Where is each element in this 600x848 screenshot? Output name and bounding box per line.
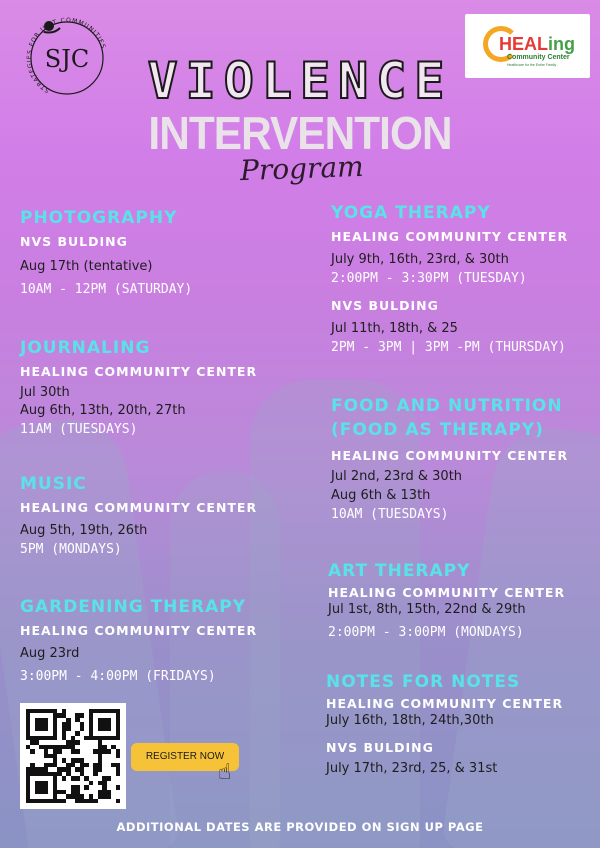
section-heading: NOTES FOR NOTES — [326, 672, 521, 692]
section-date: July 9th, 16th, 23rd, & 30th — [331, 252, 509, 267]
title-violence: VIOLENCE — [147, 52, 453, 110]
section-notes-for-notes — [326, 672, 563, 776]
section-heading-sub: (FOOD AS THERAPY) — [331, 420, 544, 440]
qr-code-grid — [26, 709, 120, 803]
section-music — [20, 474, 257, 557]
section-location: HEALING COMMUNITY CENTER — [328, 585, 566, 600]
section-location: NVS BULDING — [20, 234, 128, 249]
section-date: Jul 1st, 8th, 15th, 22nd & 29th — [328, 602, 526, 617]
pointer-cursor-icon: ☝ — [218, 760, 232, 785]
healing-sub: Community Center — [507, 54, 570, 61]
section-location: NVS BULDING — [326, 740, 434, 755]
footer-note: ADDITIONAL DATES ARE PROVIDED ON SIGN UP PAGE — [116, 820, 484, 834]
section-time: 5PM (MONDAYS) — [20, 542, 122, 557]
section-location: HEALING COMMUNITY CENTER — [20, 623, 258, 638]
section-location: HEALING COMMUNITY CENTER — [326, 696, 564, 711]
section-date: Aug 6th, 13th, 20th, 27th — [20, 403, 186, 418]
section-photography — [20, 208, 192, 297]
section-date: Aug 17th (tentative) — [20, 259, 153, 274]
healing-tagline: Healthcare for the Entire Family — [507, 63, 557, 67]
section-food-and-nutrition — [331, 396, 568, 522]
section-heading: YOGA THERAPY — [331, 203, 491, 223]
section-heading: GARDENING THERAPY — [20, 597, 247, 617]
section-heading: MUSIC — [20, 474, 87, 494]
section-date: Aug 6th & 13th — [331, 488, 431, 503]
section-date: Aug 23rd — [20, 646, 80, 661]
section-time: 11AM (TUESDAYS) — [20, 422, 138, 437]
section-date: July 17th, 23rd, 25, & 31st — [326, 761, 498, 776]
section-heading: JOURNALING — [20, 338, 151, 358]
section-time: 10AM (TUESDAYS) — [331, 507, 449, 522]
sjc-ring-text: STRATEGIES FOR JUST COMMUNITIES — [25, 16, 107, 94]
section-gardening-therapy — [20, 597, 257, 684]
register-now-button[interactable]: REGISTER NOW — [131, 743, 239, 771]
section-time: 2:00PM - 3:00PM (MONDAYS) — [328, 625, 524, 640]
section-journaling — [20, 338, 257, 437]
section-date: Jul 11th, 18th, & 25 — [331, 321, 458, 336]
section-location: HEALING COMMUNITY CENTER — [331, 448, 569, 463]
title-intervention: INTERVENTION — [148, 107, 452, 159]
section-heading: FOOD AND NUTRITION — [331, 396, 563, 416]
section-art-therapy — [328, 561, 565, 640]
sjc-initials: SJC — [44, 45, 90, 73]
section-date: Aug 5th, 19th, 26th — [20, 523, 148, 538]
section-heading: PHOTOGRAPHY — [20, 208, 178, 228]
section-heading: ART THERAPY — [328, 561, 471, 581]
section-time: 3:00PM - 4:00PM (FRIDAYS) — [20, 669, 216, 684]
section-date: Jul 2nd, 23rd & 30th — [331, 469, 463, 484]
section-time: 2:00PM - 3:30PM (TUESDAY) — [331, 271, 527, 286]
section-location: NVS BULDING — [331, 298, 439, 313]
section-yoga-therapy — [331, 203, 568, 355]
section-time: 2PM - 3PM | 3PM -PM (THURSDAY) — [331, 340, 566, 355]
healing-brand: HEALing — [499, 34, 575, 54]
section-date: July 16th, 18th, 24th,30th — [326, 713, 494, 728]
section-location: HEALING COMMUNITY CENTER — [20, 364, 258, 379]
section-location: HEALING COMMUNITY CENTER — [20, 500, 258, 515]
section-time: 10AM - 12PM (SATURDAY) — [20, 282, 193, 297]
section-date: Jul 30th — [20, 385, 70, 400]
title-program: Program — [239, 149, 365, 188]
section-location: HEALING COMMUNITY CENTER — [331, 229, 569, 244]
qr-code[interactable] — [20, 703, 126, 809]
